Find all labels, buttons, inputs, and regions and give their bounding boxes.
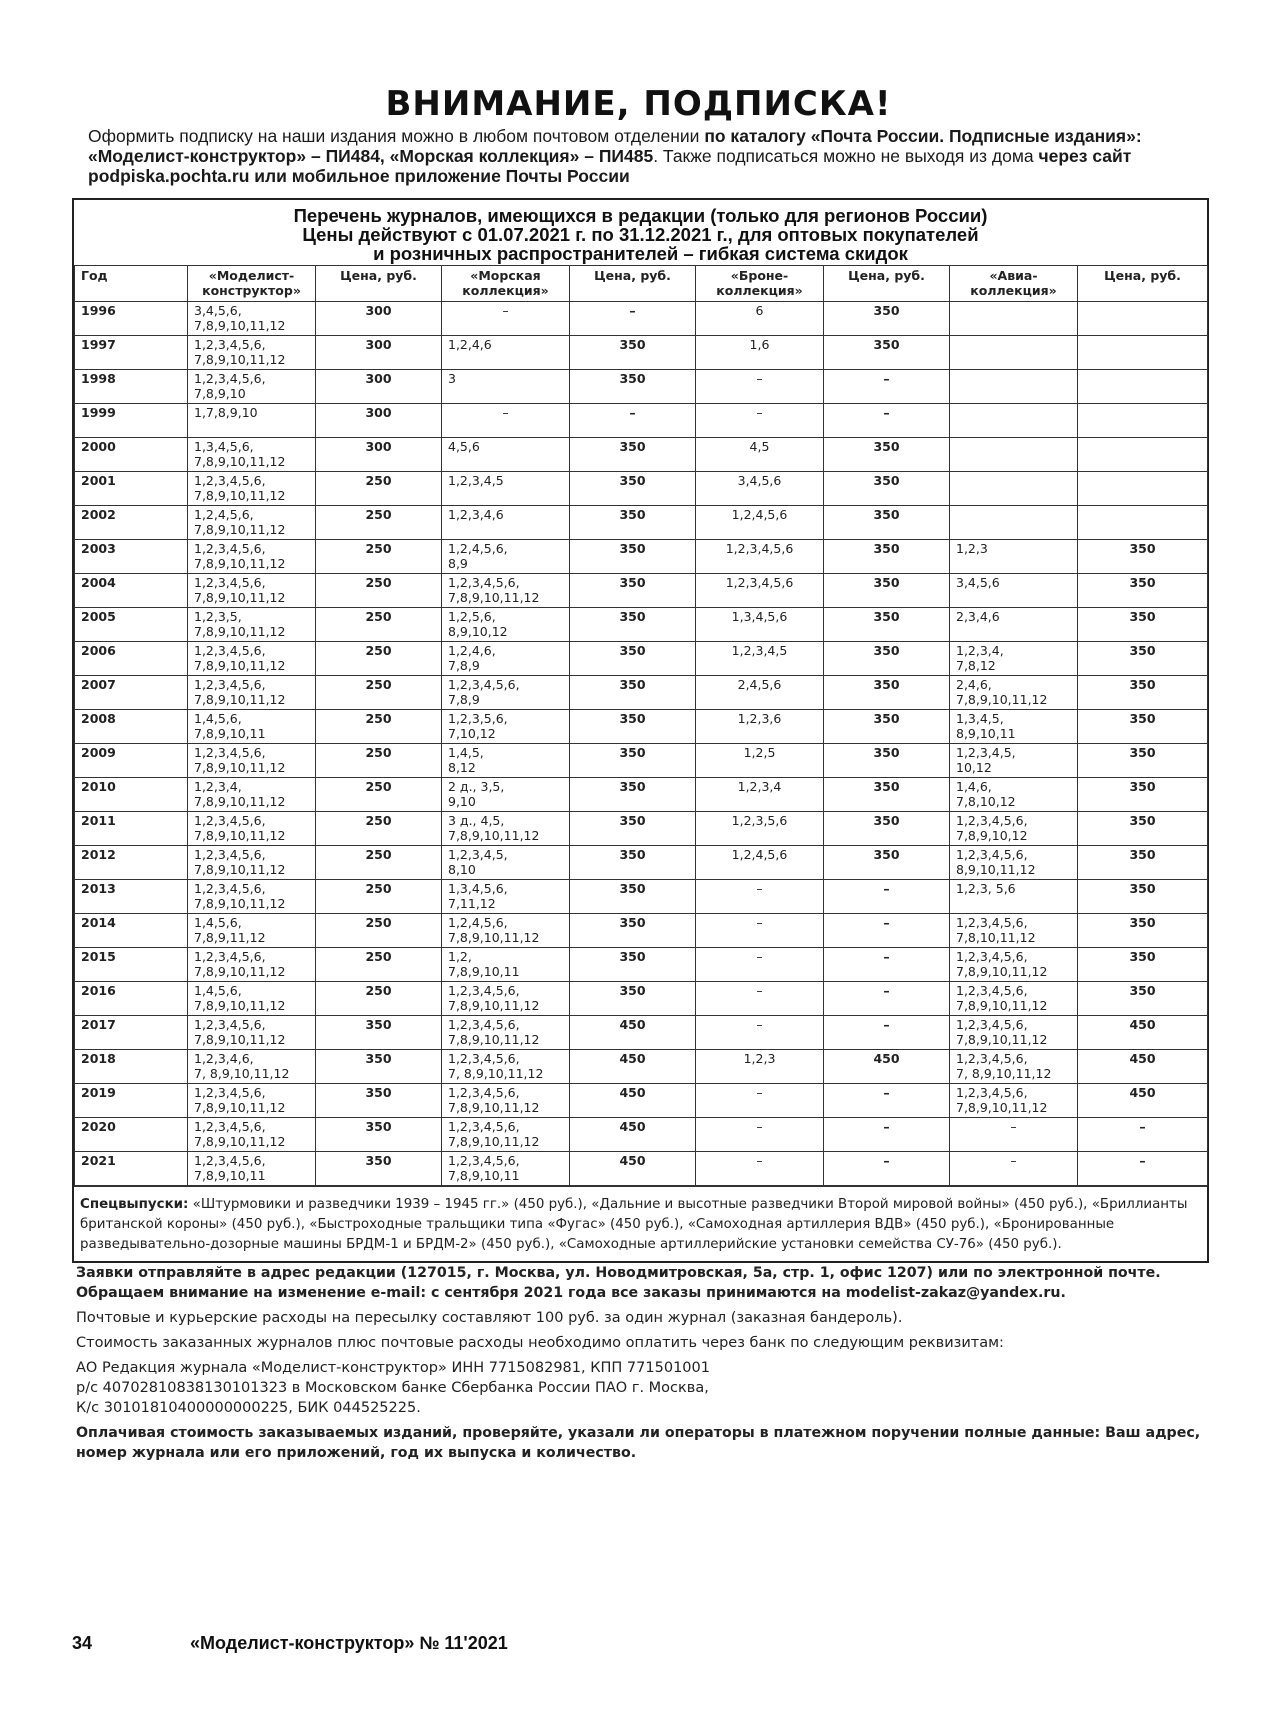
cell-avia-price: 450 <box>1078 1084 1208 1118</box>
cell-modelist-issues: 1,2,3,4,5,6, 7,8,9,10,11,12 <box>188 948 316 982</box>
requisites-line-2: р/с 40702810838130101323 в Московском банке Сбербанка России ПАО г. Москва, <box>76 1380 709 1396</box>
cell-morskaya-price: 450 <box>570 1050 696 1084</box>
intro-paragraph <box>88 126 1188 186</box>
cell-morskaya-price: – <box>570 302 696 336</box>
cell-year: 2014 <box>75 914 188 948</box>
cell-brone-issues: 1,6 <box>696 336 824 370</box>
cell-avia-issues: 1,2,3,4,5,6, 7,8,10,11,12 <box>950 914 1078 948</box>
cell-morskaya-issues: 1,2,4,6 <box>442 336 570 370</box>
cell-brone-issues: – <box>696 1152 824 1186</box>
cell-morskaya-issues: 3 <box>442 370 570 404</box>
cell-year: 2013 <box>75 880 188 914</box>
cell-year: 2010 <box>75 778 188 812</box>
table-row <box>75 1118 1208 1152</box>
cell-modelist-issues: 1,2,3,4,5,6, 7,8,9,10,11,12 <box>188 472 316 506</box>
cell-avia-issues: 1,2,3,4,5,6, 7, 8,9,10,11,12 <box>950 1050 1078 1084</box>
orders-note: Заявки отправляйте в адрес редакции (127015, г. Москва, ул. Новодмитровская, 5а, стр. 1, офис 1207) или по электронной почте. Обращаем внимание на изменение e-mail: с сентября 2021 года все заказы принимаются на modelist-zakaz@yandex.ru. <box>76 1265 1161 1301</box>
page-number: 34 <box>72 1633 93 1653</box>
table-row <box>75 1152 1208 1186</box>
table-row <box>75 812 1208 846</box>
cell-morskaya-issues: 1,2,3,4,5,6, 7,8,9,10,11 <box>442 1152 570 1186</box>
cell-morskaya-price: 350 <box>570 472 696 506</box>
payment-note: Стоимость заказанных журналов плюс почтовые расходы необходимо оплатить через банк по следующим реквизитам: <box>76 1335 1004 1351</box>
table-header-line-2: Цены действуют с 01.07.2021 г. по 31.12.2021 г., для оптовых покупателей <box>302 224 979 245</box>
cell-modelist-price: 250 <box>316 914 442 948</box>
cell-year: 2015 <box>75 948 188 982</box>
cell-modelist-price: 250 <box>316 574 442 608</box>
cell-modelist-issues: 1,2,3,5, 7,8,9,10,11,12 <box>188 608 316 642</box>
cell-year: 2008 <box>75 710 188 744</box>
cell-morskaya-price: 450 <box>570 1084 696 1118</box>
cell-brone-price: 350 <box>824 506 950 540</box>
cell-morskaya-price: 450 <box>570 1118 696 1152</box>
table-row <box>75 1084 1208 1118</box>
cell-brone-price: 350 <box>824 846 950 880</box>
cell-brone-price: – <box>824 370 950 404</box>
cell-brone-price: 350 <box>824 608 950 642</box>
cell-year: 2011 <box>75 812 188 846</box>
headline: ВНИМАНИЕ, ПОДПИСКА! <box>385 84 892 124</box>
table-row <box>75 302 1208 336</box>
cell-avia-issues <box>950 370 1078 404</box>
intro-text-2: . Также подписаться можно не выходя из дома <box>653 146 1039 166</box>
cell-avia-issues: 2,3,4,6 <box>950 608 1078 642</box>
cell-modelist-price: 250 <box>316 812 442 846</box>
table-row <box>75 948 1208 982</box>
cell-avia-price: 350 <box>1078 574 1208 608</box>
cell-morskaya-price: 350 <box>570 914 696 948</box>
cell-morskaya-issues: 2 д., 3,5, 9,10 <box>442 778 570 812</box>
cell-modelist-issues: 1,4,5,6, 7,8,9,10,11 <box>188 710 316 744</box>
cell-morskaya-issues: 1,2,3,4,5,6, 7,8,9,10,11,12 <box>442 1084 570 1118</box>
cell-year: 2018 <box>75 1050 188 1084</box>
cell-brone-price: 350 <box>824 336 950 370</box>
cell-morskaya-issues: 1,3,4,5,6, 7,11,12 <box>442 880 570 914</box>
cell-avia-price: 350 <box>1078 948 1208 982</box>
cell-avia-price: 350 <box>1078 710 1208 744</box>
cell-brone-price: 350 <box>824 778 950 812</box>
cell-morskaya-issues: – <box>442 404 570 438</box>
cell-brone-price: 450 <box>824 1050 950 1084</box>
cell-year: 2000 <box>75 438 188 472</box>
cell-avia-price: 350 <box>1078 608 1208 642</box>
cell-morskaya-issues: 1,2,3,4,5,6, 7,8,9,10,11,12 <box>442 982 570 1016</box>
cell-modelist-issues: 1,2,3,4,5,6, 7,8,9,10 <box>188 370 316 404</box>
col-header-price-3: Цена, руб. <box>824 266 950 302</box>
table-row <box>75 1016 1208 1050</box>
cell-brone-price: – <box>824 404 950 438</box>
cell-modelist-price: 300 <box>316 370 442 404</box>
cell-modelist-price: 350 <box>316 1118 442 1152</box>
cell-modelist-issues: 1,2,3,4,5,6, 7,8,9,10,11,12 <box>188 336 316 370</box>
cell-morskaya-price: 350 <box>570 336 696 370</box>
cell-brone-price: – <box>824 948 950 982</box>
cell-morskaya-price: – <box>570 404 696 438</box>
cell-avia-price <box>1078 370 1208 404</box>
cell-year: 2006 <box>75 642 188 676</box>
col-header-avia: «Авиа-коллекция» <box>950 266 1078 302</box>
cell-avia-issues: 1,2,3 <box>950 540 1078 574</box>
table-row <box>75 370 1208 404</box>
cell-avia-price: – <box>1078 1118 1208 1152</box>
cell-avia-issues: 1,2,3, 5,6 <box>950 880 1078 914</box>
cell-year: 2012 <box>75 846 188 880</box>
special-issues <box>74 1186 1207 1261</box>
special-issues-text: «Штурмовики и разведчики 1939 – 1945 гг.» (450 руб.), «Дальние и высотные разведчики Второй мировой войны» (450 руб.), «Бриллианты британской короны» (450 руб.), «Быстроходные тральщики типа «Фугас» (450 руб.), «Самоходная артиллерия ВДВ» (450 руб.), «Бронированные разведывательно-дозорные машины БРДМ-1 и БРДМ-2» (450 руб.), «Самоходные артиллерийские установки семейства СУ-76» (450 руб.). <box>80 1197 1188 1252</box>
cell-avia-price <box>1078 336 1208 370</box>
cell-brone-price: – <box>824 1084 950 1118</box>
cell-brone-issues: – <box>696 1084 824 1118</box>
col-header-modelist: «Моделист-конструктор» <box>188 266 316 302</box>
cell-avia-price: 350 <box>1078 982 1208 1016</box>
cell-modelist-price: 250 <box>316 846 442 880</box>
cell-modelist-price: 350 <box>316 1016 442 1050</box>
cell-morskaya-issues: 1,2, 7,8,9,10,11 <box>442 948 570 982</box>
cell-brone-price: – <box>824 982 950 1016</box>
cell-morskaya-price: 350 <box>570 744 696 778</box>
cell-modelist-issues: 1,2,3,4, 7,8,9,10,11,12 <box>188 778 316 812</box>
cell-modelist-issues: 1,2,3,4,5,6, 7,8,9,10,11,12 <box>188 1118 316 1152</box>
cell-modelist-price: 250 <box>316 642 442 676</box>
cell-avia-issues: – <box>950 1152 1078 1186</box>
table-row <box>75 914 1208 948</box>
cell-morskaya-issues: 1,2,3,4,5,6, 7,8,9,10,11,12 <box>442 1016 570 1050</box>
cell-modelist-issues: 1,2,3,4,5,6, 7,8,9,10,11,12 <box>188 676 316 710</box>
cell-brone-issues: 4,5 <box>696 438 824 472</box>
table-body <box>75 302 1208 1186</box>
cell-avia-issues: – <box>950 1118 1078 1152</box>
cell-morskaya-issues: 1,2,3,4,5,6, 7,8,9,10,11,12 <box>442 1118 570 1152</box>
cell-avia-issues <box>950 302 1078 336</box>
cell-avia-price: 350 <box>1078 676 1208 710</box>
cell-brone-price: 350 <box>824 540 950 574</box>
table-row <box>75 336 1208 370</box>
cell-modelist-issues: 1,2,3,4,5,6, 7,8,9,10,11,12 <box>188 540 316 574</box>
table-row <box>75 778 1208 812</box>
cell-avia-price: – <box>1078 1152 1208 1186</box>
price-table <box>74 265 1208 1186</box>
cell-year: 2020 <box>75 1118 188 1152</box>
cell-avia-issues <box>950 438 1078 472</box>
cell-modelist-issues: 1,2,3,4,5,6, 7,8,9,10,11,12 <box>188 744 316 778</box>
col-header-year: Год <box>75 266 188 302</box>
cell-avia-price <box>1078 506 1208 540</box>
cell-brone-issues: – <box>696 1118 824 1152</box>
table-row <box>75 744 1208 778</box>
cell-avia-issues: 2,4,6, 7,8,9,10,11,12 <box>950 676 1078 710</box>
cell-modelist-issues: 1,2,3,4,5,6, 7,8,9,10,11,12 <box>188 1016 316 1050</box>
table-row <box>75 1050 1208 1084</box>
cell-morskaya-price: 350 <box>570 540 696 574</box>
cell-year: 2002 <box>75 506 188 540</box>
cell-brone-issues: 1,2,4,5,6 <box>696 846 824 880</box>
intro-text-1: Оформить подписку на наши издания можно в любом почтовом отделении <box>88 126 705 146</box>
cell-brone-price: 350 <box>824 438 950 472</box>
cell-brone-issues: – <box>696 914 824 948</box>
cell-morskaya-price: 350 <box>570 982 696 1016</box>
cell-avia-issues: 1,2,3,4,5,6, 7,8,9,10,11,12 <box>950 948 1078 982</box>
table-row <box>75 608 1208 642</box>
cell-modelist-issues: 1,2,3,4,5,6, 7,8,9,10,11,12 <box>188 642 316 676</box>
cell-avia-issues: 1,2,3,4,5,6, 7,8,9,10,12 <box>950 812 1078 846</box>
col-header-price-2: Цена, руб. <box>570 266 696 302</box>
cell-morskaya-price: 350 <box>570 846 696 880</box>
cell-year: 2004 <box>75 574 188 608</box>
cell-brone-price: 350 <box>824 642 950 676</box>
table-row <box>75 642 1208 676</box>
table-row <box>75 574 1208 608</box>
cell-modelist-price: 250 <box>316 880 442 914</box>
cell-brone-issues: 1,2,5 <box>696 744 824 778</box>
cell-avia-issues: 1,2,3,4,5,6, 7,8,9,10,11,12 <box>950 1016 1078 1050</box>
cell-year: 2007 <box>75 676 188 710</box>
cell-avia-issues: 1,2,3,4,5,6, 7,8,9,10,11,12 <box>950 1084 1078 1118</box>
cell-morskaya-price: 350 <box>570 370 696 404</box>
cell-modelist-price: 250 <box>316 608 442 642</box>
cell-modelist-price: 300 <box>316 302 442 336</box>
cell-morskaya-issues: 1,2,3,4,5 <box>442 472 570 506</box>
cell-brone-issues: – <box>696 880 824 914</box>
cell-morskaya-price: 450 <box>570 1016 696 1050</box>
cell-morskaya-issues: 1,2,3,4,6 <box>442 506 570 540</box>
cell-year: 2021 <box>75 1152 188 1186</box>
cell-morskaya-price: 350 <box>570 608 696 642</box>
cell-modelist-price: 250 <box>316 676 442 710</box>
table-row <box>75 404 1208 438</box>
cell-brone-issues: – <box>696 370 824 404</box>
cell-avia-price: 350 <box>1078 642 1208 676</box>
cell-modelist-price: 250 <box>316 982 442 1016</box>
cell-year: 2017 <box>75 1016 188 1050</box>
cell-morskaya-price: 350 <box>570 676 696 710</box>
table-row <box>75 880 1208 914</box>
cell-modelist-issues: 1,2,4,5,6, 7,8,9,10,11,12 <box>188 506 316 540</box>
postage-note: Почтовые и курьерские расходы на пересылку составляют 100 руб. за один журнал (заказная бандероль). <box>76 1310 903 1326</box>
cell-modelist-issues: 1,2,3,4,5,6, 7,8,9,10,11,12 <box>188 574 316 608</box>
table-row <box>75 710 1208 744</box>
cell-brone-price: 350 <box>824 812 950 846</box>
cell-avia-price: 350 <box>1078 812 1208 846</box>
table-row <box>75 540 1208 574</box>
cell-morskaya-issues: 3 д., 4,5, 7,8,9,10,11,12 <box>442 812 570 846</box>
cell-modelist-issues: 1,2,3,4,5,6, 7,8,9,10,11,12 <box>188 1084 316 1118</box>
cell-avia-issues: 1,2,3,4,5,6, 8,9,10,11,12 <box>950 846 1078 880</box>
cell-modelist-price: 350 <box>316 1050 442 1084</box>
cell-morskaya-price: 350 <box>570 948 696 982</box>
cell-modelist-issues: 3,4,5,6, 7,8,9,10,11,12 <box>188 302 316 336</box>
cell-morskaya-issues: 1,2,3,4,5,6, 7,8,9,10,11,12 <box>442 574 570 608</box>
cell-modelist-price: 250 <box>316 506 442 540</box>
magazine-issue: «Моделист-конструктор» № 11'2021 <box>190 1633 508 1653</box>
cell-year: 2003 <box>75 540 188 574</box>
cell-modelist-issues: 1,4,5,6, 7,8,9,11,12 <box>188 914 316 948</box>
cell-brone-issues: – <box>696 982 824 1016</box>
cell-avia-issues <box>950 404 1078 438</box>
cell-year: 1996 <box>75 302 188 336</box>
special-issues-label: Спецвыпуски: <box>80 1197 189 1212</box>
cell-brone-issues: 1,3,4,5,6 <box>696 608 824 642</box>
cell-brone-price: 350 <box>824 744 950 778</box>
cell-brone-issues: 1,2,3,4,5,6 <box>696 574 824 608</box>
cell-modelist-issues: 1,3,4,5,6, 7,8,9,10,11,12 <box>188 438 316 472</box>
cell-brone-issues: 1,2,3,4,5 <box>696 642 824 676</box>
cell-morskaya-price: 350 <box>570 574 696 608</box>
cell-brone-issues: 3,4,5,6 <box>696 472 824 506</box>
cell-morskaya-price: 350 <box>570 438 696 472</box>
cell-morskaya-price: 350 <box>570 710 696 744</box>
cell-brone-price: 350 <box>824 676 950 710</box>
table-header <box>74 200 1207 265</box>
cell-morskaya-issues: 1,2,4,5,6, 7,8,9,10,11,12 <box>442 914 570 948</box>
requisites-line-3: К/с 30101810400000000225, БИК 044525225. <box>76 1400 421 1416</box>
cell-morskaya-issues: 1,2,4,6, 7,8,9 <box>442 642 570 676</box>
cell-avia-issues: 1,2,3,4,5, 10,12 <box>950 744 1078 778</box>
cell-modelist-price: 300 <box>316 336 442 370</box>
cell-brone-issues: 1,2,4,5,6 <box>696 506 824 540</box>
cell-modelist-price: 250 <box>316 540 442 574</box>
cell-avia-issues: 1,4,6, 7,8,10,12 <box>950 778 1078 812</box>
cell-morskaya-issues: – <box>442 302 570 336</box>
cell-avia-price: 450 <box>1078 1050 1208 1084</box>
cell-brone-price: 350 <box>824 302 950 336</box>
cell-year: 2016 <box>75 982 188 1016</box>
cell-year: 1997 <box>75 336 188 370</box>
table-row <box>75 472 1208 506</box>
cell-brone-price: – <box>824 914 950 948</box>
cell-morskaya-issues: 1,2,3,4,5,6, 7,8,9 <box>442 676 570 710</box>
cell-morskaya-issues: 4,5,6 <box>442 438 570 472</box>
cell-morskaya-issues: 1,4,5, 8,12 <box>442 744 570 778</box>
cell-brone-issues: 1,2,3,4 <box>696 778 824 812</box>
table-header-line-3: и розничных распространителей – гибкая система скидок <box>373 243 908 264</box>
cell-brone-price: 350 <box>824 472 950 506</box>
cell-modelist-issues: 1,2,3,4,5,6, 7,8,9,10,11,12 <box>188 880 316 914</box>
col-header-price-1: Цена, руб. <box>316 266 442 302</box>
cell-avia-price <box>1078 404 1208 438</box>
table-header-row <box>75 266 1208 302</box>
cell-modelist-issues: 1,2,3,4,5,6, 7,8,9,10,11,12 <box>188 812 316 846</box>
cell-year: 2001 <box>75 472 188 506</box>
cell-avia-issues: 1,2,3,4, 7,8,12 <box>950 642 1078 676</box>
table-row <box>75 438 1208 472</box>
intro-online: через сайт podpiska.pochta.ru или мобильное приложение Почты России <box>88 146 1132 186</box>
col-header-price-4: Цена, руб. <box>1078 266 1208 302</box>
cell-morskaya-issues: 1,2,3,4,5,6, 7, 8,9,10,11,12 <box>442 1050 570 1084</box>
cell-modelist-price: 250 <box>316 778 442 812</box>
cell-morskaya-issues: 1,2,3,4,5, 8,10 <box>442 846 570 880</box>
cell-modelist-price: 300 <box>316 438 442 472</box>
cell-modelist-price: 350 <box>316 1152 442 1186</box>
cell-modelist-issues: 1,4,5,6, 7,8,9,10,11,12 <box>188 982 316 1016</box>
cell-modelist-issues: 1,2,3,4,5,6, 7,8,9,10,11 <box>188 1152 316 1186</box>
cell-brone-price: 350 <box>824 574 950 608</box>
cell-avia-price: 450 <box>1078 1016 1208 1050</box>
cell-morskaya-price: 350 <box>570 880 696 914</box>
cell-avia-price <box>1078 438 1208 472</box>
cell-brone-issues: 1,2,3,5,6 <box>696 812 824 846</box>
cell-morskaya-price: 350 <box>570 778 696 812</box>
cell-avia-price: 350 <box>1078 540 1208 574</box>
cell-morskaya-issues: 1,2,3,5,6, 7,10,12 <box>442 710 570 744</box>
cell-year: 1998 <box>75 370 188 404</box>
requisites-line-1: АО Редакция журнала «Моделист-конструктор» ИНН 7715082981, КПП 771501001 <box>76 1360 710 1376</box>
cell-modelist-price: 250 <box>316 948 442 982</box>
cell-brone-price: – <box>824 1152 950 1186</box>
cell-brone-price: 350 <box>824 710 950 744</box>
cell-avia-issues: 1,2,3,4,5,6, 7,8,9,10,11,12 <box>950 982 1078 1016</box>
cell-avia-price <box>1078 302 1208 336</box>
cell-modelist-issues: 1,2,3,4,5,6, 7,8,9,10,11,12 <box>188 846 316 880</box>
cell-modelist-price: 250 <box>316 710 442 744</box>
payment-warning: Оплачивая стоимость заказываемых изданий, проверяйте, указали ли операторы в платежном поручении полные данные: Ваш адрес, номер журнала или его приложений, год их выпуска и количество. <box>76 1425 1201 1461</box>
cell-modelist-issues: 1,7,8,9,10 <box>188 404 316 438</box>
cell-avia-issues <box>950 472 1078 506</box>
cell-brone-issues: – <box>696 404 824 438</box>
cell-brone-price: – <box>824 1118 950 1152</box>
cell-morskaya-price: 450 <box>570 1152 696 1186</box>
cell-avia-issues: 3,4,5,6 <box>950 574 1078 608</box>
cell-avia-price: 350 <box>1078 880 1208 914</box>
cell-brone-issues: 1,2,3,4,5,6 <box>696 540 824 574</box>
cell-brone-issues: 2,4,5,6 <box>696 676 824 710</box>
cell-avia-price <box>1078 472 1208 506</box>
table-row <box>75 982 1208 1016</box>
cell-year: 2009 <box>75 744 188 778</box>
cell-brone-price: – <box>824 1016 950 1050</box>
intro-catalog: по каталогу «Почта России. Подписные издания»: «Моделист-конструктор» – ПИ484, «Морская коллекция» – ПИ485 <box>88 126 1142 166</box>
cell-avia-price: 350 <box>1078 846 1208 880</box>
price-list-box <box>72 198 1209 1263</box>
cell-morskaya-price: 350 <box>570 812 696 846</box>
col-header-morskaya: «Морская коллекция» <box>442 266 570 302</box>
cell-brone-issues: 1,2,3 <box>696 1050 824 1084</box>
col-header-brone: «Броне-коллекция» <box>696 266 824 302</box>
cell-modelist-issues: 1,2,3,4,6, 7, 8,9,10,11,12 <box>188 1050 316 1084</box>
cell-avia-price: 350 <box>1078 744 1208 778</box>
cell-brone-issues: – <box>696 948 824 982</box>
cell-brone-issues: 1,2,3,6 <box>696 710 824 744</box>
table-row <box>75 846 1208 880</box>
cell-avia-price: 350 <box>1078 778 1208 812</box>
cell-morskaya-price: 350 <box>570 642 696 676</box>
cell-modelist-price: 250 <box>316 472 442 506</box>
cell-avia-issues <box>950 506 1078 540</box>
cell-morskaya-issues: 1,2,4,5,6, 8,9 <box>442 540 570 574</box>
cell-year: 2005 <box>75 608 188 642</box>
cell-year: 1999 <box>75 404 188 438</box>
cell-avia-price: 350 <box>1078 914 1208 948</box>
cell-brone-price: – <box>824 880 950 914</box>
table-header-line-1: Перечень журналов, имеющихся в редакции (только для регионов России) <box>293 205 988 226</box>
cell-morskaya-issues: 1,2,5,6, 8,9,10,12 <box>442 608 570 642</box>
cell-modelist-price: 300 <box>316 404 442 438</box>
cell-avia-issues <box>950 336 1078 370</box>
table-row <box>75 676 1208 710</box>
cell-modelist-price: 350 <box>316 1084 442 1118</box>
table-row <box>75 506 1208 540</box>
cell-modelist-price: 250 <box>316 744 442 778</box>
cell-brone-issues: – <box>696 1016 824 1050</box>
cell-avia-issues: 1,3,4,5, 8,9,10,11 <box>950 710 1078 744</box>
cell-brone-issues: 6 <box>696 302 824 336</box>
cell-morskaya-price: 350 <box>570 506 696 540</box>
cell-year: 2019 <box>75 1084 188 1118</box>
